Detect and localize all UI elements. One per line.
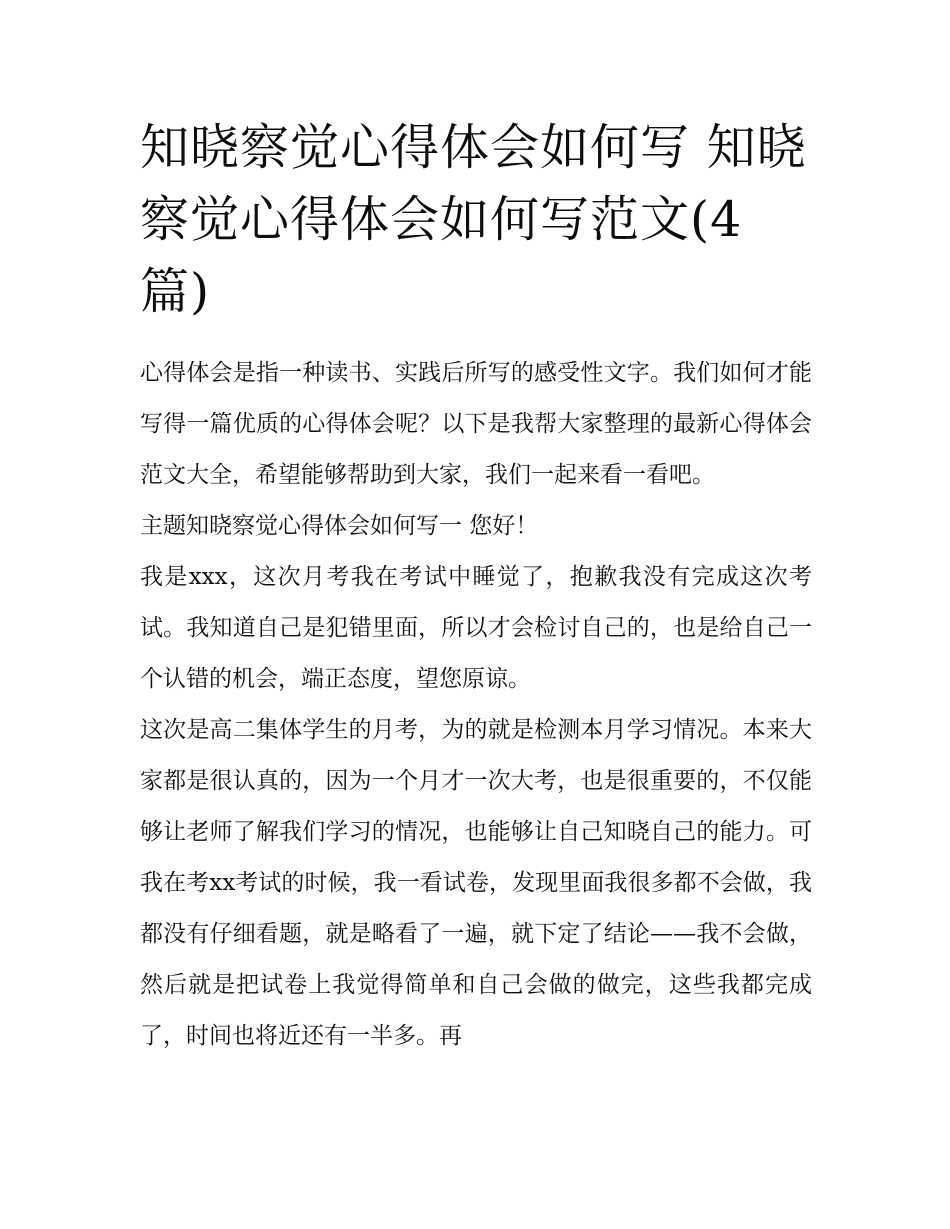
paragraph-apology: 我是xxx，这次月考我在考试中睡觉了，抱歉我没有完成这次考试。我知道自己是犯错里面，所以才会检讨自己的，也是给自己一个认错的机会，端正态度，望您原谅。 — [140, 564, 812, 692]
document-page — [140, 112, 812, 1062]
document-title: 知晓察觉心得体会如何写 知晓察觉心得体会如何写范文(4篇) — [140, 119, 807, 320]
paragraph-topic-greeting: 主题知晓察觉心得体会如何写一 您好！ — [140, 513, 539, 539]
paragraph-intro: 心得体会是指一种读书、实践后所写的感受性文字。我们如何才能写得一篇优质的心得体会呢？以下是我帮大家整理的最新心得体会范文大全，希望能够帮助到大家，我们一起来看一看吧。 — [140, 360, 812, 488]
paragraph-exam-story: 这次是高二集体学生的月考，为的就是检测本月学习情况。本来大家都是很认真的，因为一个月才一次大考，也是很重要的，不仅能够让老师了解我们学习的情况，也能够让自己知晓自己的能力。可我在考xx考试的时候，我一看试卷，发现里面我很多都不会做，我都没有仔细看题，就是略看了一遍，就下定了结论——我不会做，然后就是把试卷上我觉得简单和自己会做的做完，这些我都完成了，时间也将近还有一半多。再 — [140, 717, 812, 1049]
